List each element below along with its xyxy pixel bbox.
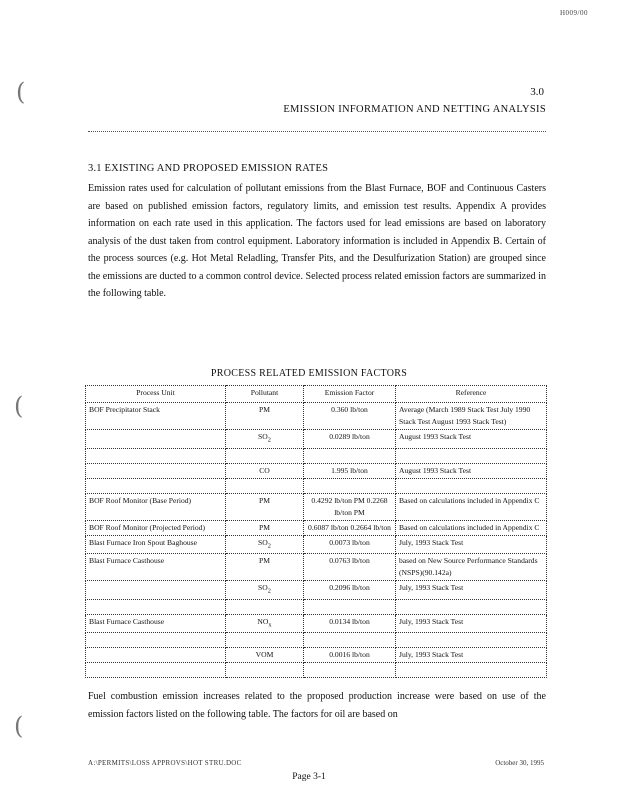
table-spacer-row bbox=[86, 599, 547, 614]
emission-factor-cell: 1.995 lb/ton bbox=[304, 463, 396, 478]
table-row bbox=[86, 463, 547, 478]
footer-date: October 30, 1995 bbox=[495, 759, 544, 767]
reference-cell: Based on calculations included in Appendix C bbox=[396, 493, 547, 520]
pollutant-symbol: NO bbox=[257, 616, 269, 626]
emission-factor-cell: 0.0073 lb/ton bbox=[304, 535, 396, 554]
pollutant-subscript: 2 bbox=[267, 587, 271, 595]
emission-factor-cell: 0.0016 lb/ton bbox=[304, 648, 396, 663]
reference-cell: August 1993 Stack Test bbox=[396, 430, 547, 449]
punch-hole-mark: ( bbox=[16, 78, 26, 106]
pollutant-cell: VOM bbox=[226, 648, 304, 663]
process-unit-cell bbox=[86, 430, 226, 449]
table-row bbox=[86, 403, 547, 430]
process-unit-cell: Blast Furnace Iron Spout Baghouse bbox=[86, 535, 226, 554]
process-unit-cell: BOF Roof Monitor (Base Period) bbox=[86, 493, 226, 520]
table-row bbox=[86, 614, 547, 633]
table-row bbox=[86, 535, 547, 554]
closing-paragraph: Fuel combustion emission increases related to the proposed production increase were based on use of the emission factors listed on the following table. The factors for oil are based on bbox=[88, 691, 546, 720]
punch-hole-mark: ( bbox=[14, 712, 24, 740]
table-row bbox=[86, 493, 547, 520]
table-header-row bbox=[86, 386, 547, 403]
footer-file-path: A:\PERMITS\LOSS APPROVS\HOT STRU.DOC bbox=[88, 759, 242, 767]
emission-factor-cell: 0.2096 lb/ton bbox=[304, 581, 396, 600]
table-spacer-row bbox=[86, 633, 547, 648]
col-header-process-unit: Process Unit bbox=[86, 386, 226, 403]
pollutant-cell: PM bbox=[226, 554, 304, 581]
table-row bbox=[86, 520, 547, 535]
emission-factor-cell: 0.6087 lb/ton 0.2664 lb/ton bbox=[304, 520, 396, 535]
process-unit-cell: BOF Precipitator Stack bbox=[86, 403, 226, 430]
table-spacer-row bbox=[86, 663, 547, 678]
table-spacer-row bbox=[86, 448, 547, 463]
pollutant-symbol: SO bbox=[258, 583, 268, 593]
process-unit-cell: Blast Furnace Casthouse bbox=[86, 614, 226, 633]
pollutant-cell bbox=[226, 535, 304, 554]
table-row bbox=[86, 581, 547, 600]
col-header-pollutant: Pollutant bbox=[226, 386, 304, 403]
intro-paragraph: Emission rates used for calculation of pollutant emissions from the Blast Furnace, BOF and Continuous Casters are based on published emission factors, regulatory limits, and emission test results. Appendix A provides information on each rate used in this application. The factors used for lead emissions are based on laboratory analysis of the dust taken from control equipment. Laboratory information is included in Appendix B. Certain of the process sources (e.g. Hot Metal Reladling, Transfer Pits, and the Desulfurization Station) are grouped since the emissions are ducted to a common control device. Selected process related emission factors are summarized in the following table. bbox=[88, 183, 546, 299]
table-row bbox=[86, 554, 547, 581]
process-unit-cell bbox=[86, 648, 226, 663]
pollutant-subscript: 2 bbox=[267, 436, 271, 444]
emission-factor-cell: 0.0289 lb/ton bbox=[304, 430, 396, 449]
table-row bbox=[86, 648, 547, 663]
section-number: 3.0 bbox=[530, 86, 544, 98]
reference-cell: July, 1993 Stack Test bbox=[396, 614, 547, 633]
process-unit-cell bbox=[86, 581, 226, 600]
page-number: Page 3-1 bbox=[292, 772, 326, 782]
pollutant-cell: PM bbox=[226, 493, 304, 520]
pollutant-cell: PM bbox=[226, 403, 304, 430]
emission-factor-cell: 0.360 lb/ton bbox=[304, 403, 396, 430]
emission-factor-cell: 0.0134 lb/ton bbox=[304, 614, 396, 633]
emission-factors-table bbox=[85, 385, 547, 678]
pollutant-symbol: SO bbox=[258, 432, 268, 441]
process-unit-cell bbox=[86, 463, 226, 478]
emission-factor-cell: 0.4292 lb/ton PM 0.2268 lb/ton PM bbox=[304, 493, 396, 520]
pollutant-cell bbox=[226, 581, 304, 600]
section-title: EMISSION INFORMATION AND NETTING ANALYSIS bbox=[283, 104, 546, 115]
reference-cell: August 1993 Stack Test bbox=[396, 463, 547, 478]
pollutant-cell bbox=[226, 614, 304, 633]
reference-cell: July, 1993 Stack Test bbox=[396, 648, 547, 663]
reference-cell: Based on calculations included in Appendix C bbox=[396, 520, 547, 535]
col-header-emission-factor: Emission Factor bbox=[304, 386, 396, 403]
pollutant-cell bbox=[226, 430, 304, 449]
reference-cell: July, 1993 Stack Test bbox=[396, 581, 547, 600]
pollutant-subscript: x bbox=[268, 621, 272, 629]
reference-cell: Average (March 1989 Stack Test July 1990 Stack Test August 1993 Stack Test) bbox=[396, 403, 547, 430]
emission-factor-cell: 0.0763 lb/ton bbox=[304, 554, 396, 581]
document-code: H009/00 bbox=[560, 9, 588, 17]
process-unit-cell: Blast Furnace Casthouse bbox=[86, 554, 226, 581]
reference-cell: July, 1993 Stack Test bbox=[396, 535, 547, 554]
punch-hole-mark: ( bbox=[14, 392, 24, 420]
pollutant-cell: PM bbox=[226, 520, 304, 535]
subsection-heading: 3.1 EXISTING AND PROPOSED EMISSION RATES bbox=[88, 163, 329, 174]
table-title: PROCESS RELATED EMISSION FACTORS bbox=[210, 368, 408, 379]
table-spacer-row bbox=[86, 478, 547, 493]
table-row bbox=[86, 430, 547, 449]
pollutant-symbol: SO bbox=[258, 537, 268, 547]
reference-cell: based on New Source Performance Standards (NSPS)(90.142a) bbox=[396, 554, 547, 581]
process-unit-cell: BOF Roof Monitor (Projected Period) bbox=[86, 520, 226, 535]
col-header-reference: Reference bbox=[396, 386, 547, 403]
pollutant-subscript: 2 bbox=[267, 542, 271, 550]
pollutant-cell: CO bbox=[226, 463, 304, 478]
section-divider bbox=[88, 131, 546, 132]
